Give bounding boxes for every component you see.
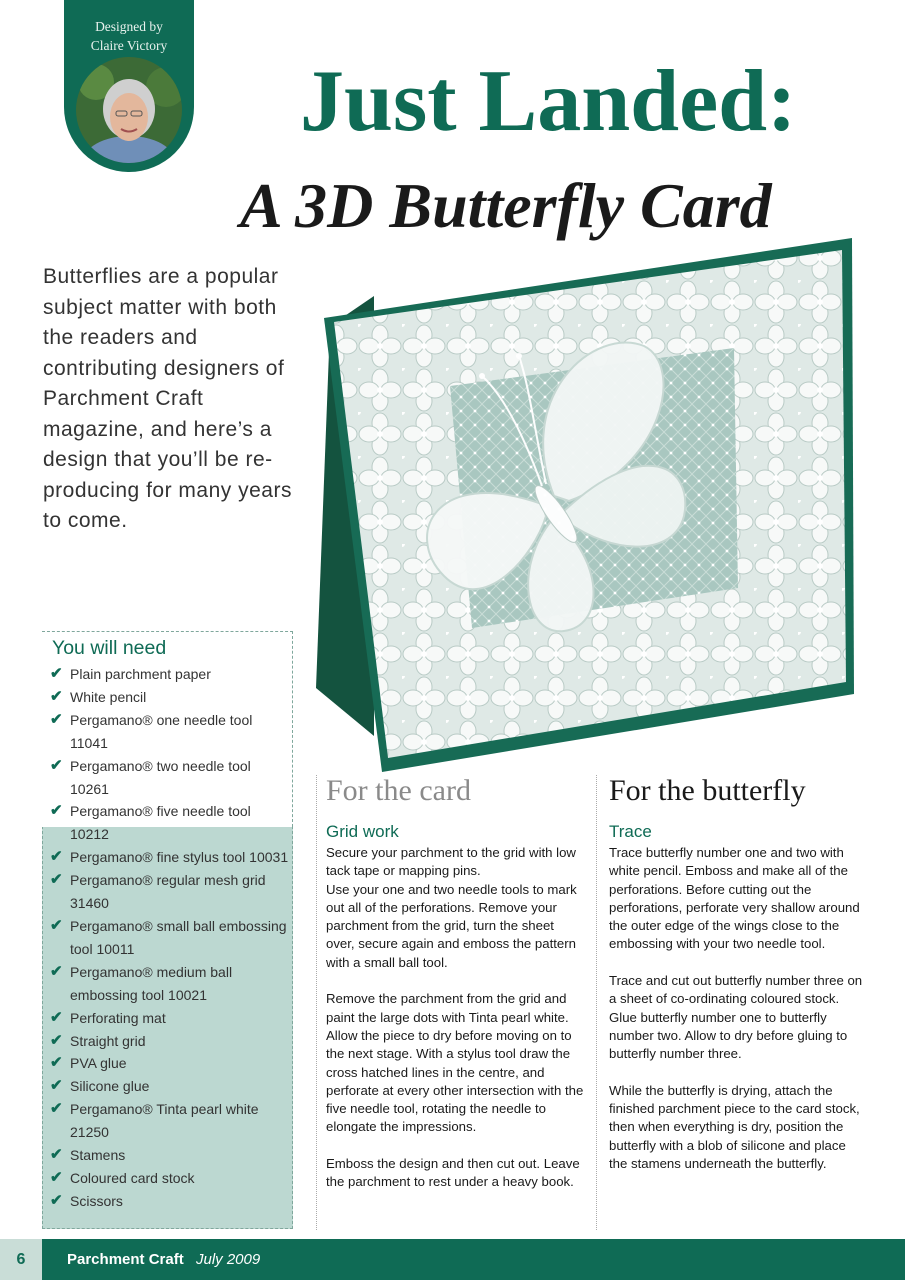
needs-item-label: Stamens <box>70 1147 126 1164</box>
needs-list-item <box>50 1052 290 1075</box>
needs-item-label: Pergamano® medium ball embossing tool 10021 <box>70 963 233 1003</box>
page-subtitle: A 3D Butterfly Card <box>240 170 772 241</box>
card-photo <box>314 236 854 772</box>
check-icon: ✔ <box>50 1146 63 1164</box>
grid-work-subheading: Grid work <box>326 822 399 841</box>
butterfly-paragraph: Trace butterfly number one and two with white pencil. Emboss and make all of the perforations. Before cutting out the perforations, perforate very shallow around the outer edge of the wings close to the embossing with your two needle tool. <box>609 845 860 952</box>
designer-photo <box>76 57 182 163</box>
magazine-name: Parchment Craft <box>67 1251 184 1268</box>
needs-item-label: Pergamano® five needle tool 10212 <box>70 803 251 843</box>
page-title: Just Landed: <box>300 53 797 150</box>
needs-list-item <box>50 663 290 686</box>
check-icon: ✔ <box>50 1077 63 1095</box>
needs-item-label: Scissors <box>70 1192 123 1209</box>
column-divider-right <box>596 775 597 1230</box>
needs-item-label: Pergamano® regular mesh grid 31460 <box>70 872 266 912</box>
column-divider-left <box>316 775 317 1230</box>
needs-list-item <box>50 800 290 846</box>
check-icon: ✔ <box>50 1031 63 1049</box>
card-paragraph: Secure your parchment to the grid with low tack tape or mapping pins. <box>326 845 576 879</box>
card-paragraph: Emboss the design and then cut out. Leave the parchment to rest under a heavy book. <box>326 1156 580 1190</box>
card-paragraph: Use your one and two needle tools to mark out all of the perforations. Remove your parchment from the grid, turn the sheet over, secure again and emboss the pattern with a small ball tool. <box>326 881 577 970</box>
needs-list-item <box>50 1190 290 1213</box>
needs-item-label: Pergamano® one needle tool 11041 <box>70 711 253 751</box>
needs-item-label: Pergamano® small ball embossing tool 10011 <box>70 917 287 957</box>
butterfly-instructions <box>609 844 867 1192</box>
needs-item-label: Coloured card stock <box>70 1169 195 1186</box>
check-icon: ✔ <box>50 871 63 889</box>
check-icon: ✔ <box>50 962 63 980</box>
needs-list-item <box>50 846 290 869</box>
check-icon: ✔ <box>50 848 63 866</box>
needs-item-label: Silicone glue <box>70 1078 150 1095</box>
intro-text: Butterflies are a popular subject matter with both the readers and contributing designers of Parchment Craft magazine, and here’s a design that you’ll be re-producing for many years to come. <box>43 265 292 532</box>
needs-list-item <box>50 1007 290 1030</box>
check-icon: ✔ <box>50 756 63 774</box>
card-paragraph: Remove the parchment from the grid and paint the large dots with Tinta pearl white. Allow the piece to dry before moving on to the next stage. With a stylus tool draw the cross hatched lines in the centre, and perforate at every other intersection with the five needle tool, rotating the needle to elongate the impressions. <box>326 991 584 1135</box>
needs-item-label: Pergamano® fine stylus tool 10031 <box>70 849 289 866</box>
you-will-need-list <box>50 663 290 1213</box>
butterfly-section-heading: For the butterfly <box>609 774 806 807</box>
designer-name: Claire Victory <box>90 38 168 53</box>
needs-item-label: Perforating mat <box>70 1009 166 1026</box>
needs-item-label: Pergamano® Tinta pearl white 21250 <box>70 1101 259 1141</box>
check-icon: ✔ <box>50 687 63 705</box>
check-icon: ✔ <box>50 710 63 728</box>
check-icon: ✔ <box>50 1100 63 1118</box>
needs-list-item <box>50 755 290 801</box>
needs-list-item <box>50 1030 290 1053</box>
check-icon: ✔ <box>50 802 63 820</box>
designer-line1: Designed by <box>95 19 163 34</box>
page-number: 6 <box>0 1239 42 1280</box>
designer-label <box>64 17 194 55</box>
needs-list-item <box>50 1075 290 1098</box>
needs-list-item <box>50 1144 290 1167</box>
you-will-need-title: You will need <box>52 637 167 659</box>
trace-subheading: Trace <box>609 822 652 841</box>
check-icon: ✔ <box>50 916 63 934</box>
needs-item-label: PVA glue <box>70 1055 127 1072</box>
butterfly-paragraph: While the butterfly is drying, attach the finished parchment piece to the card stock, then when everything is dry, position the butterfly with a blob of silicone and place the stamens underneath the butterfly. <box>609 1082 860 1172</box>
check-icon: ✔ <box>50 665 63 682</box>
needs-item-label: White pencil <box>70 688 147 705</box>
check-icon: ✔ <box>50 1168 63 1186</box>
needs-item-label: Straight grid <box>70 1032 146 1049</box>
needs-item-label: Plain parchment paper <box>70 666 211 682</box>
needs-list-item <box>50 869 290 915</box>
needs-item-label: Pergamano® two needle tool 10261 <box>70 757 251 797</box>
card-instructions <box>326 844 584 1210</box>
needs-list-item <box>50 915 290 961</box>
needs-list-item <box>50 961 290 1007</box>
needs-list-item <box>50 709 290 755</box>
card-section-heading: For the card <box>326 774 471 807</box>
needs-list-item <box>50 686 290 709</box>
needs-list-item <box>50 1098 290 1144</box>
butterfly-paragraph: Trace and cut out butterfly number three on a sheet of co-ordinating coloured stock. Glue butterfly number one to butterfly number two. Allow to dry before gluing to butterfly number three. <box>609 973 863 1062</box>
needs-list-item <box>50 1167 290 1190</box>
check-icon: ✔ <box>50 1191 63 1209</box>
check-icon: ✔ <box>50 1054 63 1072</box>
check-icon: ✔ <box>50 1008 63 1026</box>
issue-date: July 2009 <box>196 1251 261 1268</box>
